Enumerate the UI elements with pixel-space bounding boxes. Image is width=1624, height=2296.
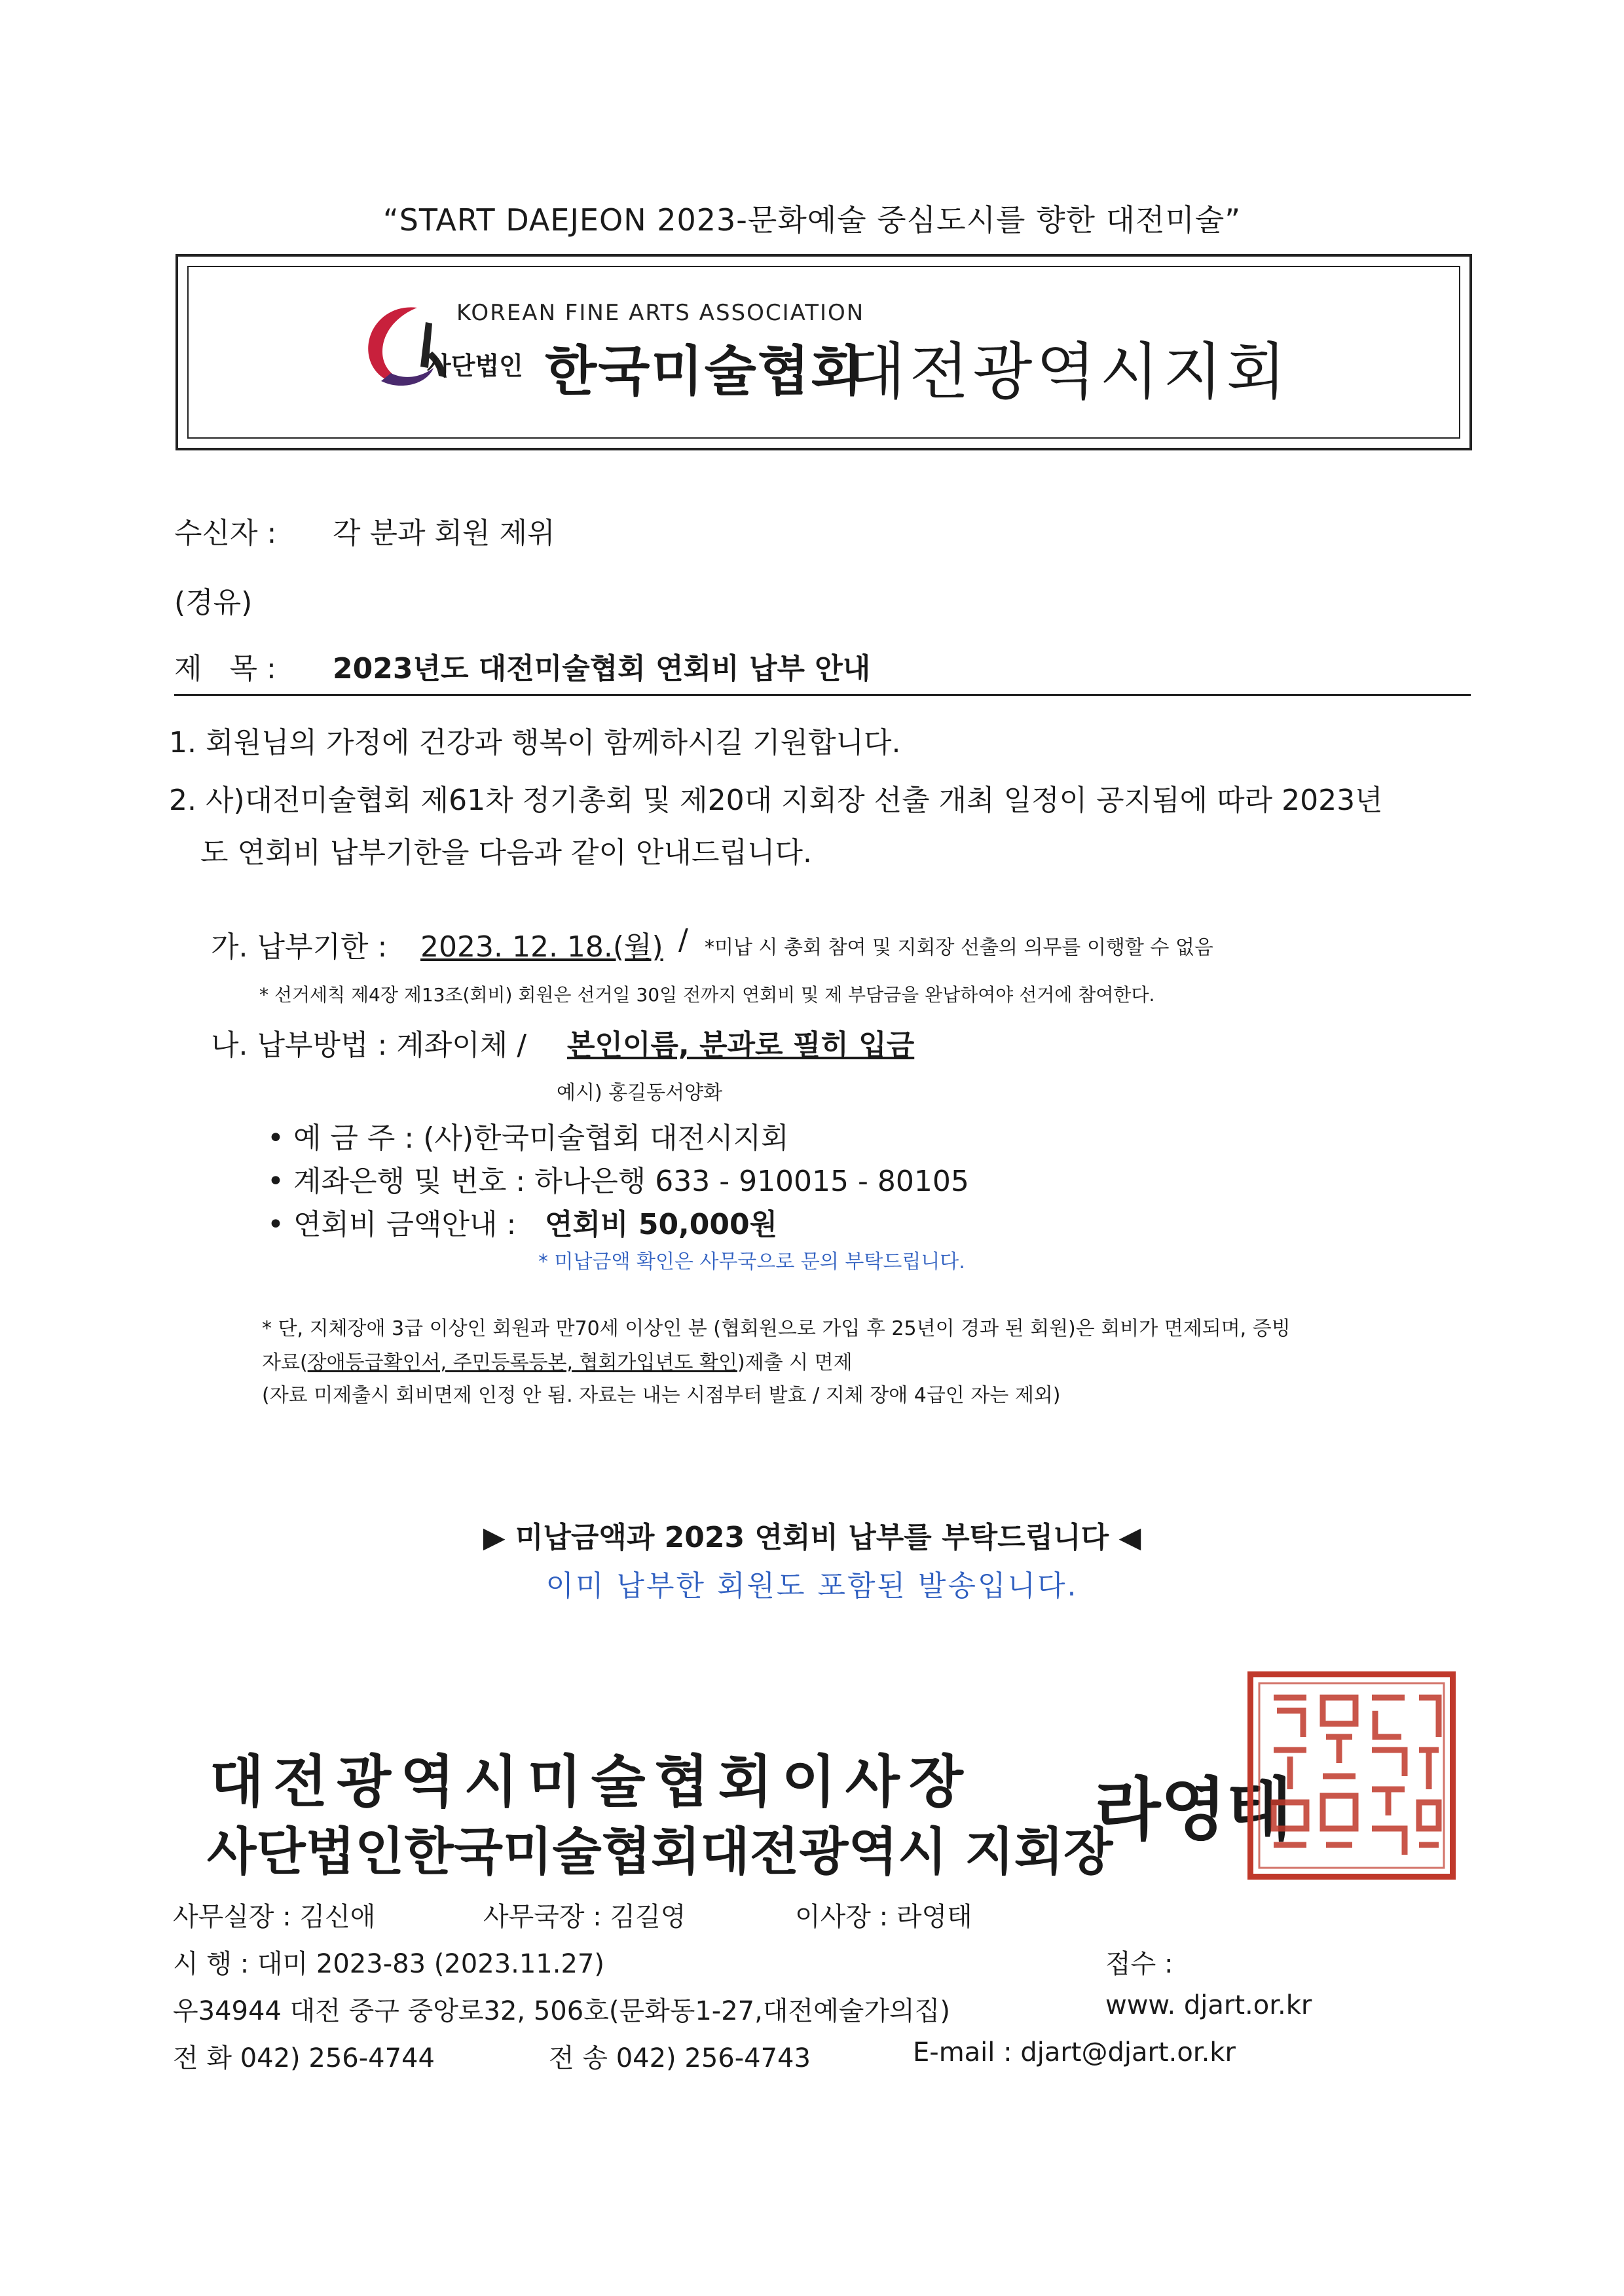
email-link[interactable]: E-mail : djart@djart.or.kr — [913, 2037, 1236, 2068]
deadline-label: 가. 납부기한 : — [211, 930, 388, 964]
signature-title-line-2: 사단법인한국미술협회대전광역시 지회장 — [207, 1823, 1113, 1882]
phone-number: 전 화 042) 256-4744 — [173, 2043, 435, 2073]
recipient-value: 각 분과 회원 제위 — [333, 517, 555, 550]
secretary-general: 사무국장 : 김길영 — [483, 1902, 686, 1932]
header-divider — [174, 694, 1471, 696]
document-number: 시 행 : 대미 2023-83 (2023.11.27) — [173, 1949, 604, 1979]
election-rule-note: * 선거세칙 제4장 제13조(회비) 회원은 선거일 30일 전까지 연회비 및 제 부담금을 완납하여야 선거에 참여한다. — [259, 984, 1155, 1006]
recipient-label: 수신자 : — [174, 517, 277, 550]
office-manager: 사무실장 : 김신애 — [173, 1902, 376, 1932]
body-item-2-line-2: 도 연회비 납부기한을 다음과 같이 안내드립니다. — [200, 836, 812, 869]
fee-label: • 연회비 금액안내 : — [267, 1208, 517, 1241]
exemption-line-2: 자료(장애등급확인서, 주민등록등본, 협회가입년도 확인)제출 시 면제 — [262, 1351, 853, 1374]
letterhead-box — [175, 254, 1472, 450]
body-item-1: 1. 회원님의 가정에 건강과 행복이 함께하시길 기원합니다. — [169, 726, 901, 759]
receipt-label: 접수 : — [1105, 1949, 1173, 1979]
official-seal-icon — [1247, 1671, 1456, 1880]
exemption-line-1: * 단, 지체장애 3급 이상인 회원과 만70세 이상인 분 (협회원으로 가입 후 25년이 경과 된 회원)은 회비가 면제되며, 증빙 — [262, 1317, 1291, 1340]
signature-title-line-1: 대전광역시미술협회이사장 — [210, 1749, 972, 1815]
fee-value: 연회비 50,000원 — [545, 1208, 778, 1241]
method-value: 본인이름, 분과로 필히 입금 — [567, 1029, 915, 1062]
website-link[interactable]: www. djart.or.kr — [1105, 1990, 1312, 2020]
branch-name: 대전광역시지회 — [846, 337, 1290, 408]
sent-to-all-notice: 이미 납부한 회원도 포함된 발송입니다. — [545, 1569, 1079, 1603]
method-label: 나. 납부방법 : 계좌이체 / — [211, 1029, 527, 1062]
slogan: “START DAEJEON 2023-문화예술 중심도시를 향한 대전미술” — [382, 202, 1242, 238]
chairman: 이사장 : 라영태 — [795, 1902, 972, 1932]
method-example: 예시) 홍길동서양화 — [557, 1082, 723, 1104]
exemption-line-3: (자료 미제출시 회비면제 인정 안 됨. 자료는 내는 시점부터 발효 / 지체 장애 4급인 자는 제외) — [262, 1384, 1061, 1407]
via-label: (경유) — [174, 586, 253, 619]
fax-number: 전 송 042) 256-4743 — [549, 2043, 811, 2073]
unpaid-inquiry-note: * 미납금액 확인은 사무국으로 문의 부탁드립니다. — [538, 1250, 965, 1273]
account-bank: • 계좌은행 및 번호 : 하나은행 633 - 910015 - 80105 — [267, 1165, 969, 1198]
signature-name: 라영태 — [1095, 1769, 1293, 1850]
payment-request-notice: ▶ 미납금액과 2023 연회비 납부를 부탁드립니다 ◀ — [483, 1521, 1141, 1554]
subject-value: 2023년도 대전미술협회 연회비 납부 안내 — [333, 652, 871, 685]
deadline-value: 2023. 12. 18.(월) — [420, 930, 663, 964]
deadline-note: *미납 시 총회 참여 및 지회장 선출의 의무를 이행할 수 없음 — [705, 936, 1213, 959]
postal-address: 우34944 대전 중구 중앙로32, 506호(문화동1-27,대전예술가의집) — [173, 1996, 950, 2026]
body-item-2-line-1: 2. 사)대전미술협회 제61차 정기총회 및 제20대 지회장 선출 개최 일정이 공지됨에 따라 2023년 — [169, 784, 1383, 817]
association-english-name: KOREAN FINE ARTS ASSOCIATION — [456, 300, 865, 326]
deadline-slash: / — [678, 923, 688, 957]
association-prefix: 사단법인 — [427, 352, 523, 380]
association-korean-name: 한국미술협회 — [545, 340, 864, 403]
account-holder: • 예 금 주 : (사)한국미술협회 대전시지회 — [267, 1121, 789, 1155]
subject-label: 제 목 : — [174, 652, 276, 685]
